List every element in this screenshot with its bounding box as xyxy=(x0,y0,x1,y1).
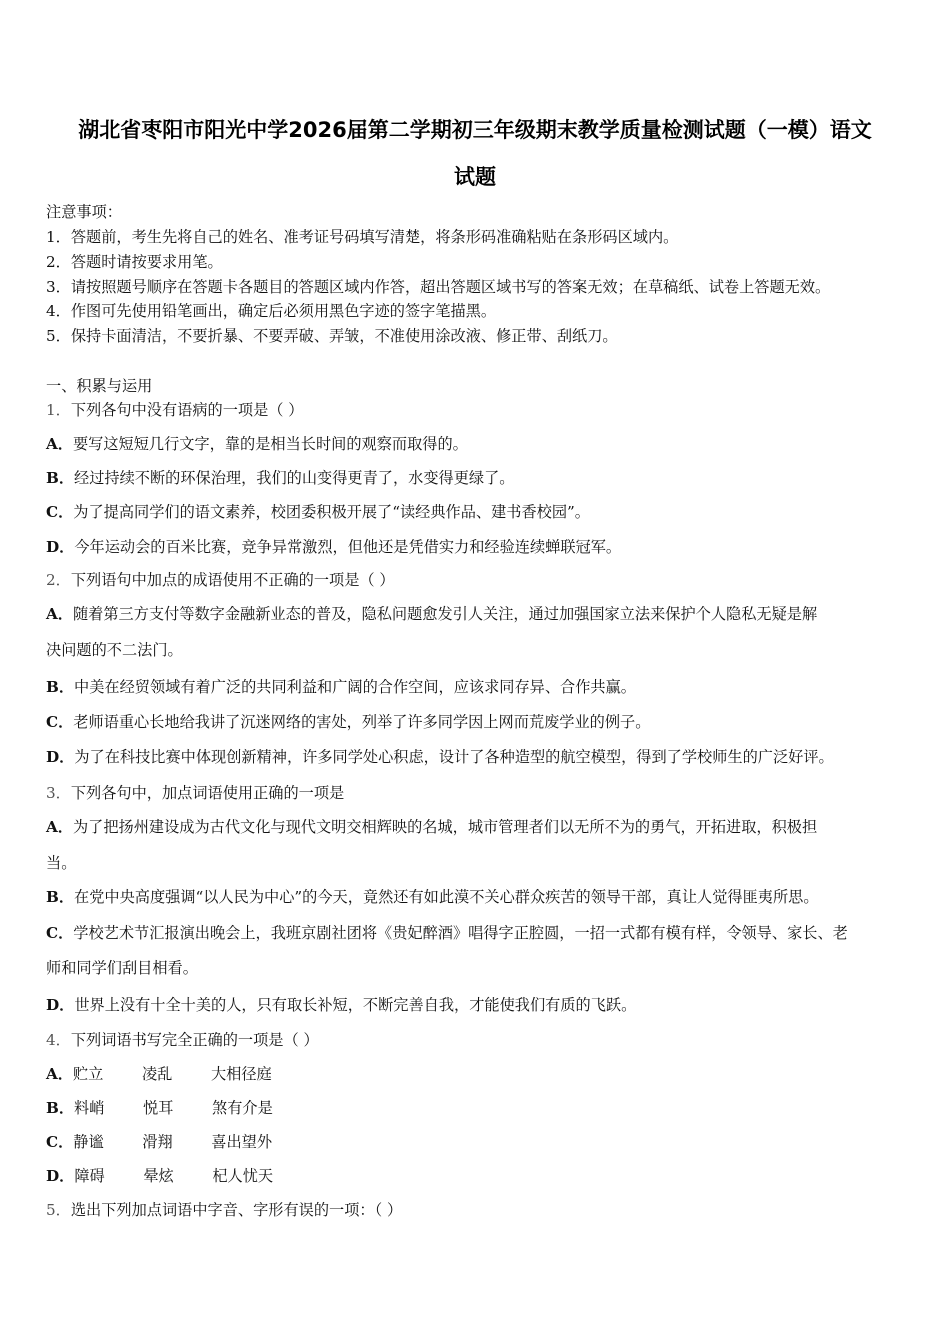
notice-item: 1．答题前，考生先将自己的姓名、准考证号码填写清楚，将条形码准确粘贴在条形码区域内。 xyxy=(46,228,679,246)
option-text: 贮立 凌乱 大相径庭 xyxy=(72,1065,272,1083)
option-text: 中美在经贸领域有着广泛的共同利益和广阔的合作空间，应该求同存异、合作共赢。 xyxy=(74,678,636,696)
question-option xyxy=(46,712,926,732)
question-option xyxy=(46,604,926,624)
question-option xyxy=(46,817,926,837)
question-option xyxy=(46,1166,926,1186)
option-label: C． xyxy=(46,924,74,942)
option-text: 随着第三方支付等数字金融新业态的普及，隐私问题愈发引人关注，通过加强国家立法来保护个人隐私无疑是解 xyxy=(72,605,818,623)
option-continuation: 师和同学们刮目相看。 xyxy=(46,959,198,977)
option-text: 料峭 悦耳 煞有介是 xyxy=(74,1099,273,1117)
option-label: A． xyxy=(46,605,73,623)
option-label: D． xyxy=(46,996,75,1014)
question-option xyxy=(46,923,926,943)
option-text: 要写这短短几行文字，靠的是相当长时间的观察而取得的。 xyxy=(72,435,468,453)
question-number: 2． xyxy=(46,571,71,589)
question-option xyxy=(46,747,926,767)
option-label: C． xyxy=(46,503,74,521)
option-text: 为了在科技比赛中体现创新精神，许多同学处心积虑，设计了各种造型的航空模型，得到了学校师生的广泛好评。 xyxy=(74,748,834,766)
option-label: B． xyxy=(46,888,75,906)
section-heading: 一、积累与运用 xyxy=(46,377,153,395)
question-stem xyxy=(46,570,926,590)
question-option xyxy=(46,995,926,1015)
question-option xyxy=(46,1132,926,1152)
question-option xyxy=(46,468,926,488)
option-text: 静谧 滑翔 喜出望外 xyxy=(73,1133,273,1151)
question-option xyxy=(46,1098,926,1118)
question-option xyxy=(46,434,926,454)
notice-item: 2．答题时请按要求用笔。 xyxy=(46,253,223,271)
notice-item: 3．请按照题号顺序在答题卡各题目的答题区域内作答，超出答题区域书写的答案无效；在草稿纸、试卷上答题无效。 xyxy=(46,278,831,296)
question-option xyxy=(46,887,926,907)
question-number: 3． xyxy=(46,784,71,802)
option-text: 为了把扬州建设成为古代文化与现代文明交相辉映的名城，城市管理者们以无所不为的勇气，开拓进取，积极担 xyxy=(72,818,818,836)
question-option xyxy=(46,677,926,697)
option-label: D． xyxy=(46,538,75,556)
notice-item: 4．作图可先使用铅笔画出，确定后必须用黑色字迹的签字笔描黑。 xyxy=(46,302,497,320)
option-text: 今年运动会的百米比赛，竞争异常激烈，但他还是凭借实力和经验连续蝉联冠军。 xyxy=(74,538,622,556)
question-text: 下列各句中，加点词语使用正确的一项是 xyxy=(70,784,345,802)
option-label: A． xyxy=(46,435,73,453)
question-stem xyxy=(46,1030,926,1050)
option-continuation: 当。 xyxy=(46,854,77,872)
option-text: 为了提高同学们的语文素养，校团委积极开展了“读经典作品、建书香校园”。 xyxy=(73,503,590,521)
option-label: A． xyxy=(46,818,73,836)
option-text: 经过持续不断的环保治理，我们的山变得更青了，水变得更绿了。 xyxy=(74,469,515,487)
title-line-2: 试题 xyxy=(454,165,496,189)
question-number: 5． xyxy=(46,1201,71,1219)
option-continuation: 决问题的不二法门。 xyxy=(46,641,183,659)
question-text: 选出下列加点词语中字音、字形有误的一项：（ ） xyxy=(70,1201,403,1219)
option-label: B． xyxy=(46,678,75,696)
question-text: 下列词语书写完全正确的一项是（ ） xyxy=(70,1031,319,1049)
option-text: 学校艺术节汇报演出晚会上，我班京剧社团将《贵妃醉酒》唱得字正腔圆，一招一式都有模有样，令领导、家长、老 xyxy=(73,924,848,942)
option-label: D． xyxy=(46,748,75,766)
question-option xyxy=(46,537,926,557)
question-number: 1． xyxy=(46,401,71,419)
question-number: 4． xyxy=(46,1031,71,1049)
option-label: C． xyxy=(46,1133,74,1151)
notice-heading: 注意事项： xyxy=(46,203,122,221)
option-label: A． xyxy=(46,1065,73,1083)
question-stem xyxy=(46,400,926,420)
option-text: 老师语重心长地给我讲了沉迷网络的害处，列举了许多同学因上网而荒废学业的例子。 xyxy=(73,713,651,731)
option-label: B． xyxy=(46,469,75,487)
title-line-1: 湖北省枣阳市阳光中学2026届第二学期初三年级期末教学质量检测试题（一模）语文 xyxy=(78,118,872,142)
question-stem xyxy=(46,783,926,803)
option-text: 障碍 晕炫 杞人忧天 xyxy=(74,1167,274,1185)
question-text: 下列语句中加点的成语使用不正确的一项是（ ） xyxy=(70,571,395,589)
option-text: 世界上没有十全十美的人，只有取长补短，不断完善自我，才能使我们有质的飞跃。 xyxy=(74,996,637,1014)
option-label: C． xyxy=(46,713,74,731)
question-stem xyxy=(46,1200,926,1220)
question-text: 下列各句中没有语病的一项是（ ） xyxy=(70,401,304,419)
option-text: 在党中央高度强调“以人民为中心”的今天，竟然还有如此漠不关心群众疾苦的领导干部，真让人觉得匪夷所思。 xyxy=(74,888,819,906)
question-option xyxy=(46,1064,926,1084)
notice-item: 5．保持卡面清洁，不要折暴、不要弄破、弄皱，不准使用涂改液、修正带、刮纸刀。 xyxy=(46,327,618,345)
option-label: D． xyxy=(46,1167,75,1185)
option-label: B． xyxy=(46,1099,75,1117)
question-option xyxy=(46,502,926,522)
